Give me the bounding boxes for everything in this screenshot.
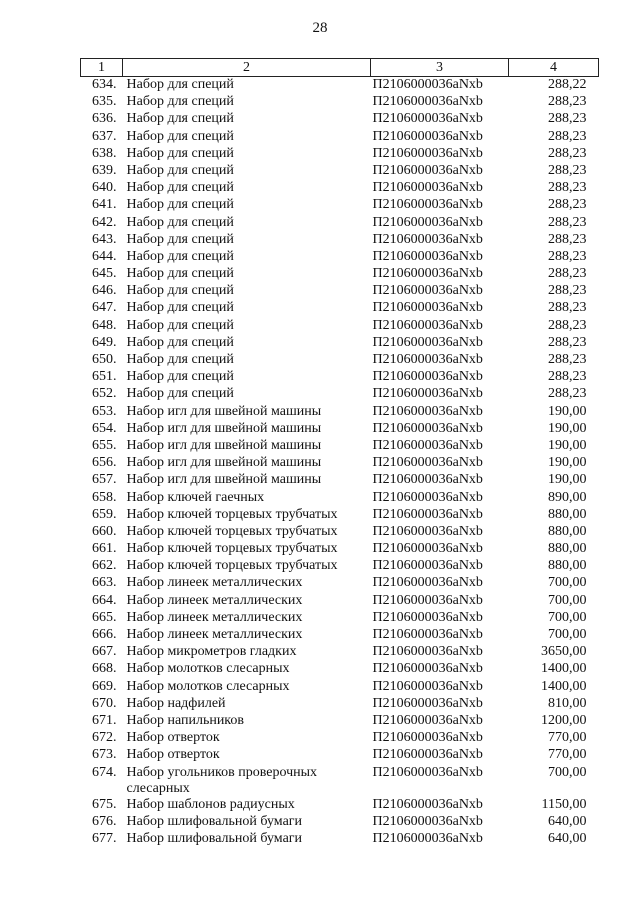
row-number: 671. [92,712,117,728]
row-number: 665. [92,609,117,625]
row-number: 652. [92,386,117,402]
table-row [81,696,599,713]
row-number: 656. [92,455,117,471]
item-name: Набор шаблонов радиусных [126,796,295,812]
item-code: П2106000036aNxb [372,403,483,419]
row-number: 638. [92,145,117,161]
item-price: 190,00 [548,437,587,453]
item-name: Набор для специй [126,334,234,350]
item-code: П2106000036aNxb [372,317,483,333]
item-name: Набор игл для швейной машины [126,403,322,419]
row-number: 670. [92,695,117,711]
row-number: 644. [92,248,117,264]
row-number: 645. [92,266,117,282]
item-code: П2106000036aNxb [372,420,483,436]
item-code: П2106000036aNxb [372,712,483,728]
item-code: П2106000036aNxb [372,180,483,196]
item-price: 880,00 [548,506,587,522]
item-code: П2106000036aNxb [372,248,483,264]
item-code: П2106000036aNxb [372,266,483,282]
row-number: 648. [92,317,117,333]
table-body [81,77,599,849]
item-price: 288,23 [548,386,587,402]
item-code: П2106000036aNxb [372,214,483,230]
item-code: П2106000036aNxb [372,506,483,522]
item-name: Набор шлифовальной бумаги [126,830,303,846]
table-row [81,111,599,128]
item-price: 288,23 [548,145,587,161]
table-row [81,94,599,111]
item-price: 288,23 [548,231,587,247]
item-price: 1400,00 [541,661,587,677]
table-row [81,558,599,575]
row-number: 651. [92,369,117,385]
table-header [81,59,599,77]
row-number: 676. [92,813,117,829]
row-number: 637. [92,128,117,144]
item-name: Набор для специй [126,317,234,333]
row-number: 658. [92,489,117,505]
item-name: Набор игл для швейной машины [126,455,322,471]
row-number: 653. [92,403,117,419]
row-number: 672. [92,730,117,746]
item-price: 190,00 [548,472,587,488]
row-number: 647. [92,300,117,316]
item-code: П2106000036aNxb [372,437,483,453]
header-cell-3: 3 [371,59,509,77]
table-row [81,215,599,232]
item-name: Набор молотков слесарных [126,678,290,694]
item-name: Набор для специй [126,386,234,402]
item-name: Набор игл для швейной машины [126,420,322,436]
item-code: П2106000036aNxb [372,128,483,144]
item-name: Набор угольников проверочных слесарных [126,764,318,796]
table-row [81,335,599,352]
row-number: 661. [92,541,117,557]
table-row [81,455,599,472]
item-price: 1400,00 [541,678,587,694]
table-row [81,814,599,831]
item-name: Набор ключей торцевых трубчатых [126,506,338,522]
item-price: 640,00 [548,830,587,846]
inventory-table [80,58,599,848]
item-price: 3650,00 [541,644,587,660]
row-number: 650. [92,352,117,367]
item-code: П2106000036aNxb [372,541,483,557]
item-code: П2106000036aNxb [372,695,483,711]
row-number: 641. [92,197,117,213]
row-number: 643. [92,231,117,247]
item-name: Набор отверток [126,747,220,763]
item-name: Набор для специй [126,300,234,316]
item-price: 288,23 [548,283,587,299]
item-name: Набор ключей гаечных [126,489,265,505]
table-row [81,404,599,421]
row-number: 659. [92,506,117,522]
item-code: П2106000036aNxb [372,796,483,812]
table-row [81,197,599,214]
item-code: П2106000036aNxb [372,300,483,316]
item-name: Набор для специй [126,283,234,299]
row-number: 667. [92,644,117,660]
item-code: П2106000036aNxb [372,830,483,846]
table-row [81,507,599,524]
item-code: П2106000036aNxb [372,334,483,350]
item-price: 700,00 [548,627,587,642]
item-name: Набор для специй [126,266,234,282]
item-price: 288,23 [548,248,587,264]
row-number: 635. [92,94,117,110]
table-row [81,627,599,644]
item-price: 288,23 [548,369,587,385]
item-price: 700,00 [548,592,587,608]
item-code: П2106000036aNxb [372,592,483,608]
table-row [81,232,599,249]
item-name: Набор надфилей [126,695,226,711]
item-code: П2106000036aNxb [372,352,483,367]
table-row [81,369,599,386]
row-number: 660. [92,523,117,539]
table-row [81,421,599,438]
item-price: 288,23 [548,300,587,316]
header-row [81,59,599,77]
item-price: 190,00 [548,455,587,471]
item-code: П2106000036aNxb [372,369,483,385]
item-code: П2106000036aNxb [372,627,483,642]
page-number: 28 [312,20,328,36]
row-number: 677. [92,830,117,846]
item-price: 288,23 [548,162,587,178]
item-price: 288,23 [548,128,587,144]
item-name: Набор линеек металлических [126,575,303,591]
item-price: 288,22 [548,77,587,92]
item-name: Набор для специй [126,231,234,247]
row-number: 669. [92,678,117,694]
row-number: 657. [92,472,117,488]
item-name: Набор отверток [126,730,220,746]
table-row [81,438,599,455]
item-name: Набор для специй [126,214,234,230]
table-row [81,266,599,283]
table-row [81,765,599,797]
table-row [81,575,599,592]
item-price: 288,23 [548,94,587,110]
item-code: П2106000036aNxb [372,764,483,780]
item-code: П2106000036aNxb [372,523,483,539]
row-number: 668. [92,661,117,677]
item-code: П2106000036aNxb [372,747,483,763]
item-code: П2106000036aNxb [372,77,483,92]
item-name: Набор для специй [126,128,234,144]
item-code: П2106000036aNxb [372,455,483,471]
table-row [81,283,599,300]
item-name: Набор для специй [126,77,234,92]
item-name: Набор игл для швейной машины [126,472,322,488]
row-number: 655. [92,437,117,453]
item-name: Набор для специй [126,352,234,367]
item-name: Набор микрометров гладких [126,644,297,660]
item-name: Набор ключей торцевых трубчатых [126,523,338,539]
header-cell-2: 2 [123,59,371,77]
item-code: П2106000036aNxb [372,145,483,161]
item-name: Набор для специй [126,162,234,178]
table-row [81,679,599,696]
row-number: 634. [92,77,117,92]
row-number: 654. [92,420,117,436]
item-price: 880,00 [548,541,587,557]
item-code: П2106000036aNxb [372,197,483,213]
item-code: П2106000036aNxb [372,472,483,488]
item-code: П2106000036aNxb [372,678,483,694]
item-price: 810,00 [548,695,587,711]
row-number: 663. [92,575,117,591]
table-row [81,490,599,507]
item-code: П2106000036aNxb [372,575,483,591]
item-price: 880,00 [548,558,587,574]
row-number: 673. [92,747,117,763]
item-code: П2106000036aNxb [372,558,483,574]
item-price: 288,23 [548,334,587,350]
item-price: 288,23 [548,180,587,196]
item-code: П2106000036aNxb [372,730,483,746]
row-number: 639. [92,162,117,178]
item-price: 700,00 [548,575,587,591]
row-number: 664. [92,592,117,608]
item-code: П2106000036aNxb [372,111,483,127]
item-name: Набор ключей торцевых трубчатых [126,541,338,557]
item-name: Набор для специй [126,248,234,264]
table-row [81,129,599,146]
item-price: 1150,00 [541,796,587,812]
item-name: Набор для специй [126,111,234,127]
item-price: 700,00 [548,764,587,780]
item-name: Набор молотков слесарных [126,661,290,677]
item-price: 880,00 [548,523,587,539]
row-number: 642. [92,214,117,230]
item-price: 640,00 [548,813,587,829]
item-name: Набор напильников [126,712,245,728]
table-row [81,661,599,678]
item-code: П2106000036aNxb [372,162,483,178]
row-number: 649. [92,334,117,350]
table-row [81,713,599,730]
item-price: 288,23 [548,111,587,127]
item-price: 288,23 [548,352,587,367]
table-row [81,797,599,814]
row-number: 674. [92,764,117,780]
item-price: 288,23 [548,266,587,282]
item-code: П2106000036aNxb [372,283,483,299]
item-name: Набор ключей торцевых трубчатых [126,558,338,574]
item-name: Набор линеек металлических [126,627,303,642]
row-number: 675. [92,796,117,812]
item-name: Набор для специй [126,145,234,161]
item-code: П2106000036aNxb [372,94,483,110]
table-row [81,352,599,369]
item-name: Набор игл для швейной машины [126,437,322,453]
row-number: 640. [92,180,117,196]
item-name: Набор для специй [126,94,234,110]
item-price: 700,00 [548,609,587,625]
row-number: 666. [92,627,117,642]
item-price: 770,00 [548,730,587,746]
item-code: П2106000036aNxb [372,609,483,625]
header-cell-4: 4 [509,59,599,77]
item-code: П2106000036aNxb [372,489,483,505]
item-name: Набор для специй [126,180,234,196]
item-code: П2106000036aNxb [372,661,483,677]
item-price: 1200,00 [541,712,587,728]
item-name: Набор линеек металлических [126,592,303,608]
table-row [81,593,599,610]
item-price: 288,23 [548,197,587,213]
table-row [81,180,599,197]
table-row [81,386,599,403]
item-code: П2106000036aNxb [372,386,483,402]
header-cell-1: 1 [81,59,123,77]
table-row [81,541,599,558]
item-price: 770,00 [548,747,587,763]
item-code: П2106000036aNxb [372,813,483,829]
item-name: Набор для специй [126,197,234,213]
item-name: Набор для специй [126,369,234,385]
table-row [81,300,599,317]
item-name: Набор шлифовальной бумаги [126,813,303,829]
table-row [81,610,599,627]
row-number: 646. [92,283,117,299]
item-price: 190,00 [548,403,587,419]
table-row [81,77,599,95]
table-row [81,644,599,661]
item-name: Набор линеек металлических [126,609,303,625]
table-row [81,318,599,335]
item-code: П2106000036aNxb [372,644,483,660]
table-row [81,524,599,541]
table-row [81,730,599,747]
table-row [81,249,599,266]
item-price: 890,00 [548,489,587,505]
table-row [81,831,599,848]
row-number: 662. [92,558,117,574]
table-row [81,472,599,489]
table-row [81,747,599,764]
table-row [81,163,599,180]
item-price: 288,23 [548,317,587,333]
item-price: 190,00 [548,420,587,436]
item-code: П2106000036aNxb [372,231,483,247]
row-number: 636. [92,111,117,127]
item-price: 288,23 [548,214,587,230]
table-row [81,146,599,163]
